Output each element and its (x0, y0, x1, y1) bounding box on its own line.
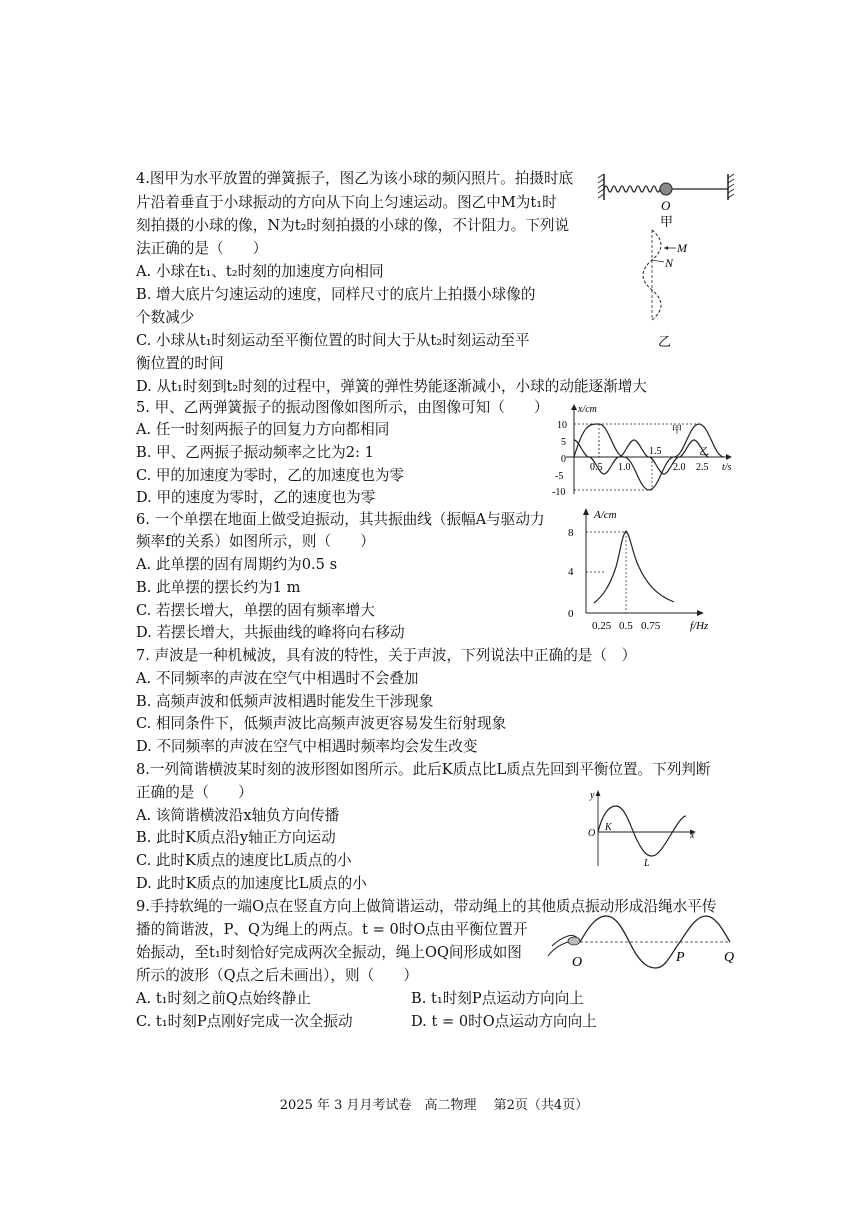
q8-option-a: A. 该简谐横波沿x轴负方向传播 (136, 807, 340, 824)
k-label: K (605, 822, 612, 833)
q9-option-d: D. t = 0时O点运动方向向上 (411, 1013, 597, 1030)
n-label: N (665, 256, 674, 270)
page-footer: 2025 年 3 月月考试卷 高二物理 第2页（共4页） (279, 1098, 589, 1113)
x-tick: 2.0 (673, 462, 686, 473)
q7-option-a: A. 不同频率的声波在空气中相遇时不会叠加 (136, 670, 419, 687)
l-label: L (644, 858, 650, 868)
x-tick: 2.5 (696, 462, 709, 473)
q4-stem-line-1: 4.图甲为水平放置的弹簧振子，图乙为该小球的频闪照片。拍摄时底 (136, 170, 574, 187)
y-tick: 0 (568, 608, 574, 620)
y-tick: -5 (555, 471, 564, 482)
x-axis-label: x (690, 830, 695, 841)
q6-option-d: D. 若摆长增大，共振曲线的峰将向右移动 (136, 624, 405, 641)
q7-option-b: B. 高频声波和低频声波相遇时能发生干涉现象 (136, 693, 434, 710)
y-axis-label: x/cm (578, 404, 597, 415)
q8-stem-line-2: 正确的是（ ） (136, 784, 253, 801)
y-tick: 8 (568, 527, 574, 539)
q6-option-b: B. 此单摆的摆长约为1 m (136, 579, 301, 596)
q4-stem-line-3: 刻拍摄的小球的像，N为t₂时刻拍摄的小球的像，不计阻力。下列说 (136, 217, 570, 234)
x-tick: 1.5 (649, 446, 662, 457)
rope-wave-figure (544, 912, 744, 970)
q9-option-c: C. t₁时刻P点刚好完成一次全振动 (136, 1013, 353, 1030)
origin-label: O (588, 828, 596, 839)
y-tick: 4 (568, 566, 574, 578)
x-tick: 0.75 (641, 620, 661, 632)
vibration-graph (552, 400, 742, 500)
q5-stem: 5. 甲、乙两弹簧振子的振动图像如图所示，由图像可知（ ） (136, 399, 549, 416)
q4-option-c: C. 小球从t₁时刻运动至平衡位置的时间大于从t₂时刻运动至平 (136, 332, 530, 349)
q5-option-d: D. 甲的速度为零时，乙的速度也为零 (136, 489, 376, 506)
fig-jia-caption: 甲 (660, 214, 674, 229)
x-tick: 1.0 (618, 462, 631, 473)
resonance-curve-graph (564, 505, 720, 635)
q6-option-c: C. 若摆长增大，单摆的固有频率增大 (136, 602, 375, 619)
q5-option-b: B. 甲、乙两振子振动频率之比为2: 1 (136, 444, 374, 461)
waveform-graph (586, 786, 702, 868)
o-label: O (572, 955, 583, 970)
q-label: Q (724, 950, 735, 965)
q8-option-b: B. 此时K质点沿y轴正方向运动 (136, 829, 336, 846)
spring-oscillator-figure (596, 170, 742, 230)
q9-stem-line-3: 始振动，至t₁时刻恰好完成两次全振动，绳上OQ间形成如图 (136, 944, 522, 961)
q4-option-c-cont: 衡位置的时间 (136, 355, 224, 372)
x-axis-label: t/s (722, 462, 732, 473)
q7-stem: 7. 声波是一种机械波，具有波的特性，关于声波，下列说法中正确的是（ ） (136, 647, 637, 664)
q9-stem-line-2: 播的简谐波，P、Q为绳上的两点。t = 0时O点由平衡位置开 (136, 921, 528, 938)
q6-option-a: A. 此单摆的固有周期约为0.5 s (136, 556, 338, 573)
q7-option-d: D. 不同频率的声波在空气中相遇时频率均会发生改变 (136, 738, 478, 755)
strobe-photo-figure (612, 226, 702, 350)
q4-option-a: A. 小球在t₁、t₂时刻的加速度方向相同 (136, 263, 384, 280)
q4-option-b: B. 增大底片匀速运动的速度，同样尺寸的底片上拍摄小球像的 (136, 286, 536, 303)
q4-option-d: D. 从t₁时刻到t₂时刻的过程中，弹簧的弹性势能逐渐减小，小球的动能逐渐增大 (136, 378, 647, 395)
q9-stem-line-4: 所示的波形（Q点之后未画出），则（ ） (136, 967, 418, 984)
q9-stem-line-1: 9.手持软绳的一端O点在竖直方向上做简谐运动，带动绳上的其他质点振动形成沿绳水平传 (136, 898, 717, 915)
q8-option-c: C. 此时K质点的速度比L质点的小 (136, 852, 352, 869)
curve-yi-label: 乙 (699, 447, 709, 458)
q4-option-b-cont: 个数减少 (136, 309, 195, 326)
y-tick: -10 (552, 487, 566, 498)
q6-stem-line-2: 频率f的关系）如图所示，则（ ） (136, 533, 375, 550)
q7-option-c: C. 相同条件下，低频声波比高频声波更容易发生衍射现象 (136, 715, 507, 732)
q9-option-b: B. t₁时刻P点运动方向向上 (411, 990, 584, 1007)
q9-option-a: A. t₁时刻之前Q点始终静止 (136, 990, 311, 1007)
q8-stem-line-1: 8.一列简谐横波某时刻的波形图如图所示。此后K质点比L质点先回到平衡位置。下列判断 (136, 761, 711, 778)
fig-yi-caption: 乙 (658, 334, 672, 349)
curve-jia-label: 甲 (672, 425, 682, 436)
y-tick: 0 (561, 454, 566, 465)
q4-stem-line-4: 法正确的是（ ） (136, 240, 268, 257)
x-tick: 0.5 (619, 620, 633, 632)
y-tick: 10 (557, 420, 567, 431)
y-axis-label: y (590, 790, 595, 801)
q4-stem-line-2: 片沿着垂直于小球振动的方向从下向上匀速运动。图乙中M为t₁时 (136, 194, 557, 211)
x-tick: 0.25 (592, 620, 612, 632)
q5-option-a: A. 任一时刻两振子的回复力方向都相同 (136, 421, 390, 438)
x-axis-label: f/Hz (690, 620, 709, 632)
q8-option-d: D. 此时K质点的加速度比L质点的小 (136, 875, 367, 892)
y-tick: 5 (561, 437, 566, 448)
point-o-label: O (661, 198, 671, 213)
x-tick: 0.5 (590, 462, 603, 473)
y-axis-label: A/cm (594, 509, 617, 521)
m-label: M (677, 241, 687, 255)
q6-stem-line-1: 6. 一个单摆在地面上做受迫振动，其共振曲线（振幅A与驱动力 (136, 511, 545, 528)
p-label: P (676, 950, 685, 965)
q5-option-c: C. 甲的加速度为零时，乙的加速度也为零 (136, 467, 405, 484)
